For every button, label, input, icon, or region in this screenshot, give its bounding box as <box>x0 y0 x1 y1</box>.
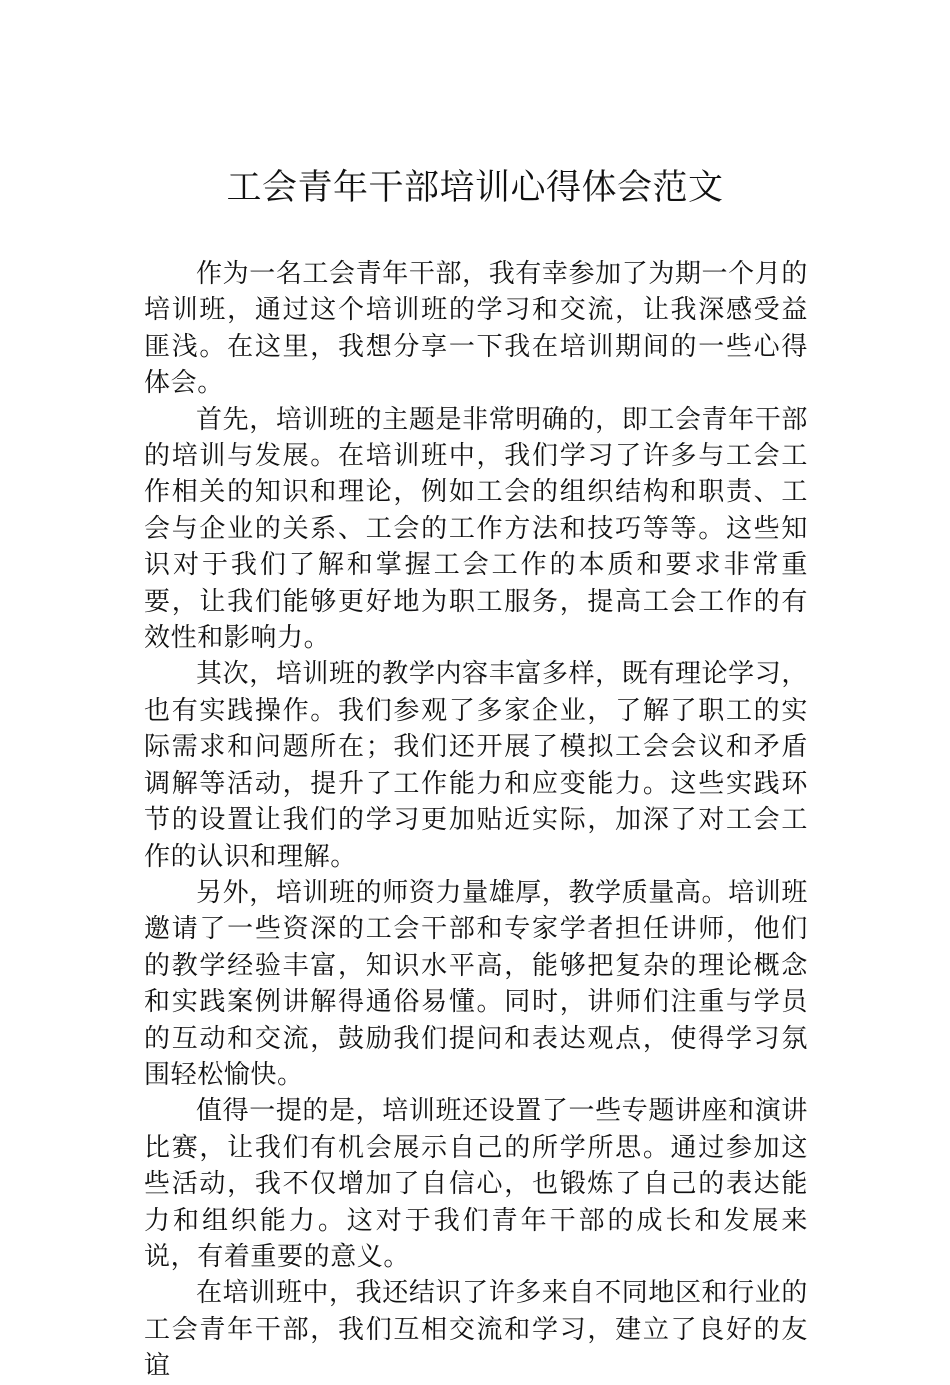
paragraph-1: 作为一名工会青年干部，我有幸参加了为期一个月的培训班，通过这个培训班的学习和交流，让我深感受益匪浅。在这里，我想分享一下我在培训期间的一些心得体会。 <box>144 259 808 399</box>
paragraph-6: 在培训班中，我还结识了许多来自不同地区和行业的工会青年干部，我们互相交流和学习，建立了良好的友谊 <box>144 1278 808 1382</box>
paragraph-3: 其次，培训班的教学内容丰富多样，既有理论学习，也有实践操作。我们参观了多家企业，了解了职工的实际需求和问题所在；我们还开展了模拟工会会议和矛盾调解等活动，提升了工作能力和应变能力。这些实践环节的设置让我们的学习更加贴近实际，加深了对工会工作的认识和理解。 <box>144 659 808 872</box>
document-body <box>144 256 808 1385</box>
paragraph-2: 首先，培训班的主题是非常明确的，即工会青年干部的培训与发展。在培训班中，我们学习了许多与工会工作相关的知识和理论，例如工会的组织结构和职责、工会与企业的关系、工会的工作方法和技巧等等。这些知识对于我们了解和掌握工会工作的本质和要求非常重要，让我们能够更好地为职工服务，提高工会工作的有效性和影响力。 <box>144 404 808 654</box>
paragraph-4: 另外，培训班的师资力量雄厚，教学质量高。培训班邀请了一些资深的工会干部和专家学者担任讲师，他们的教学经验丰富，知识水平高，能够把复杂的理论概念和实践案例讲解得通俗易懂。同时，讲师们注重与学员的互动和交流，鼓励我们提问和表达观点，使得学习氛围轻松愉快。 <box>144 877 808 1090</box>
paragraph-5: 值得一提的是，培训班还设置了一些专题讲座和演讲比赛，让我们有机会展示自己的所学所思。通过参加这些活动，我不仅增加了自信心，也锻炼了自己的表达能力和组织能力。这对于我们青年干部的成长和发展来说，有着重要的意义。 <box>144 1096 808 1272</box>
document-title: 工会青年干部培训心得体会范文 <box>226 168 724 208</box>
